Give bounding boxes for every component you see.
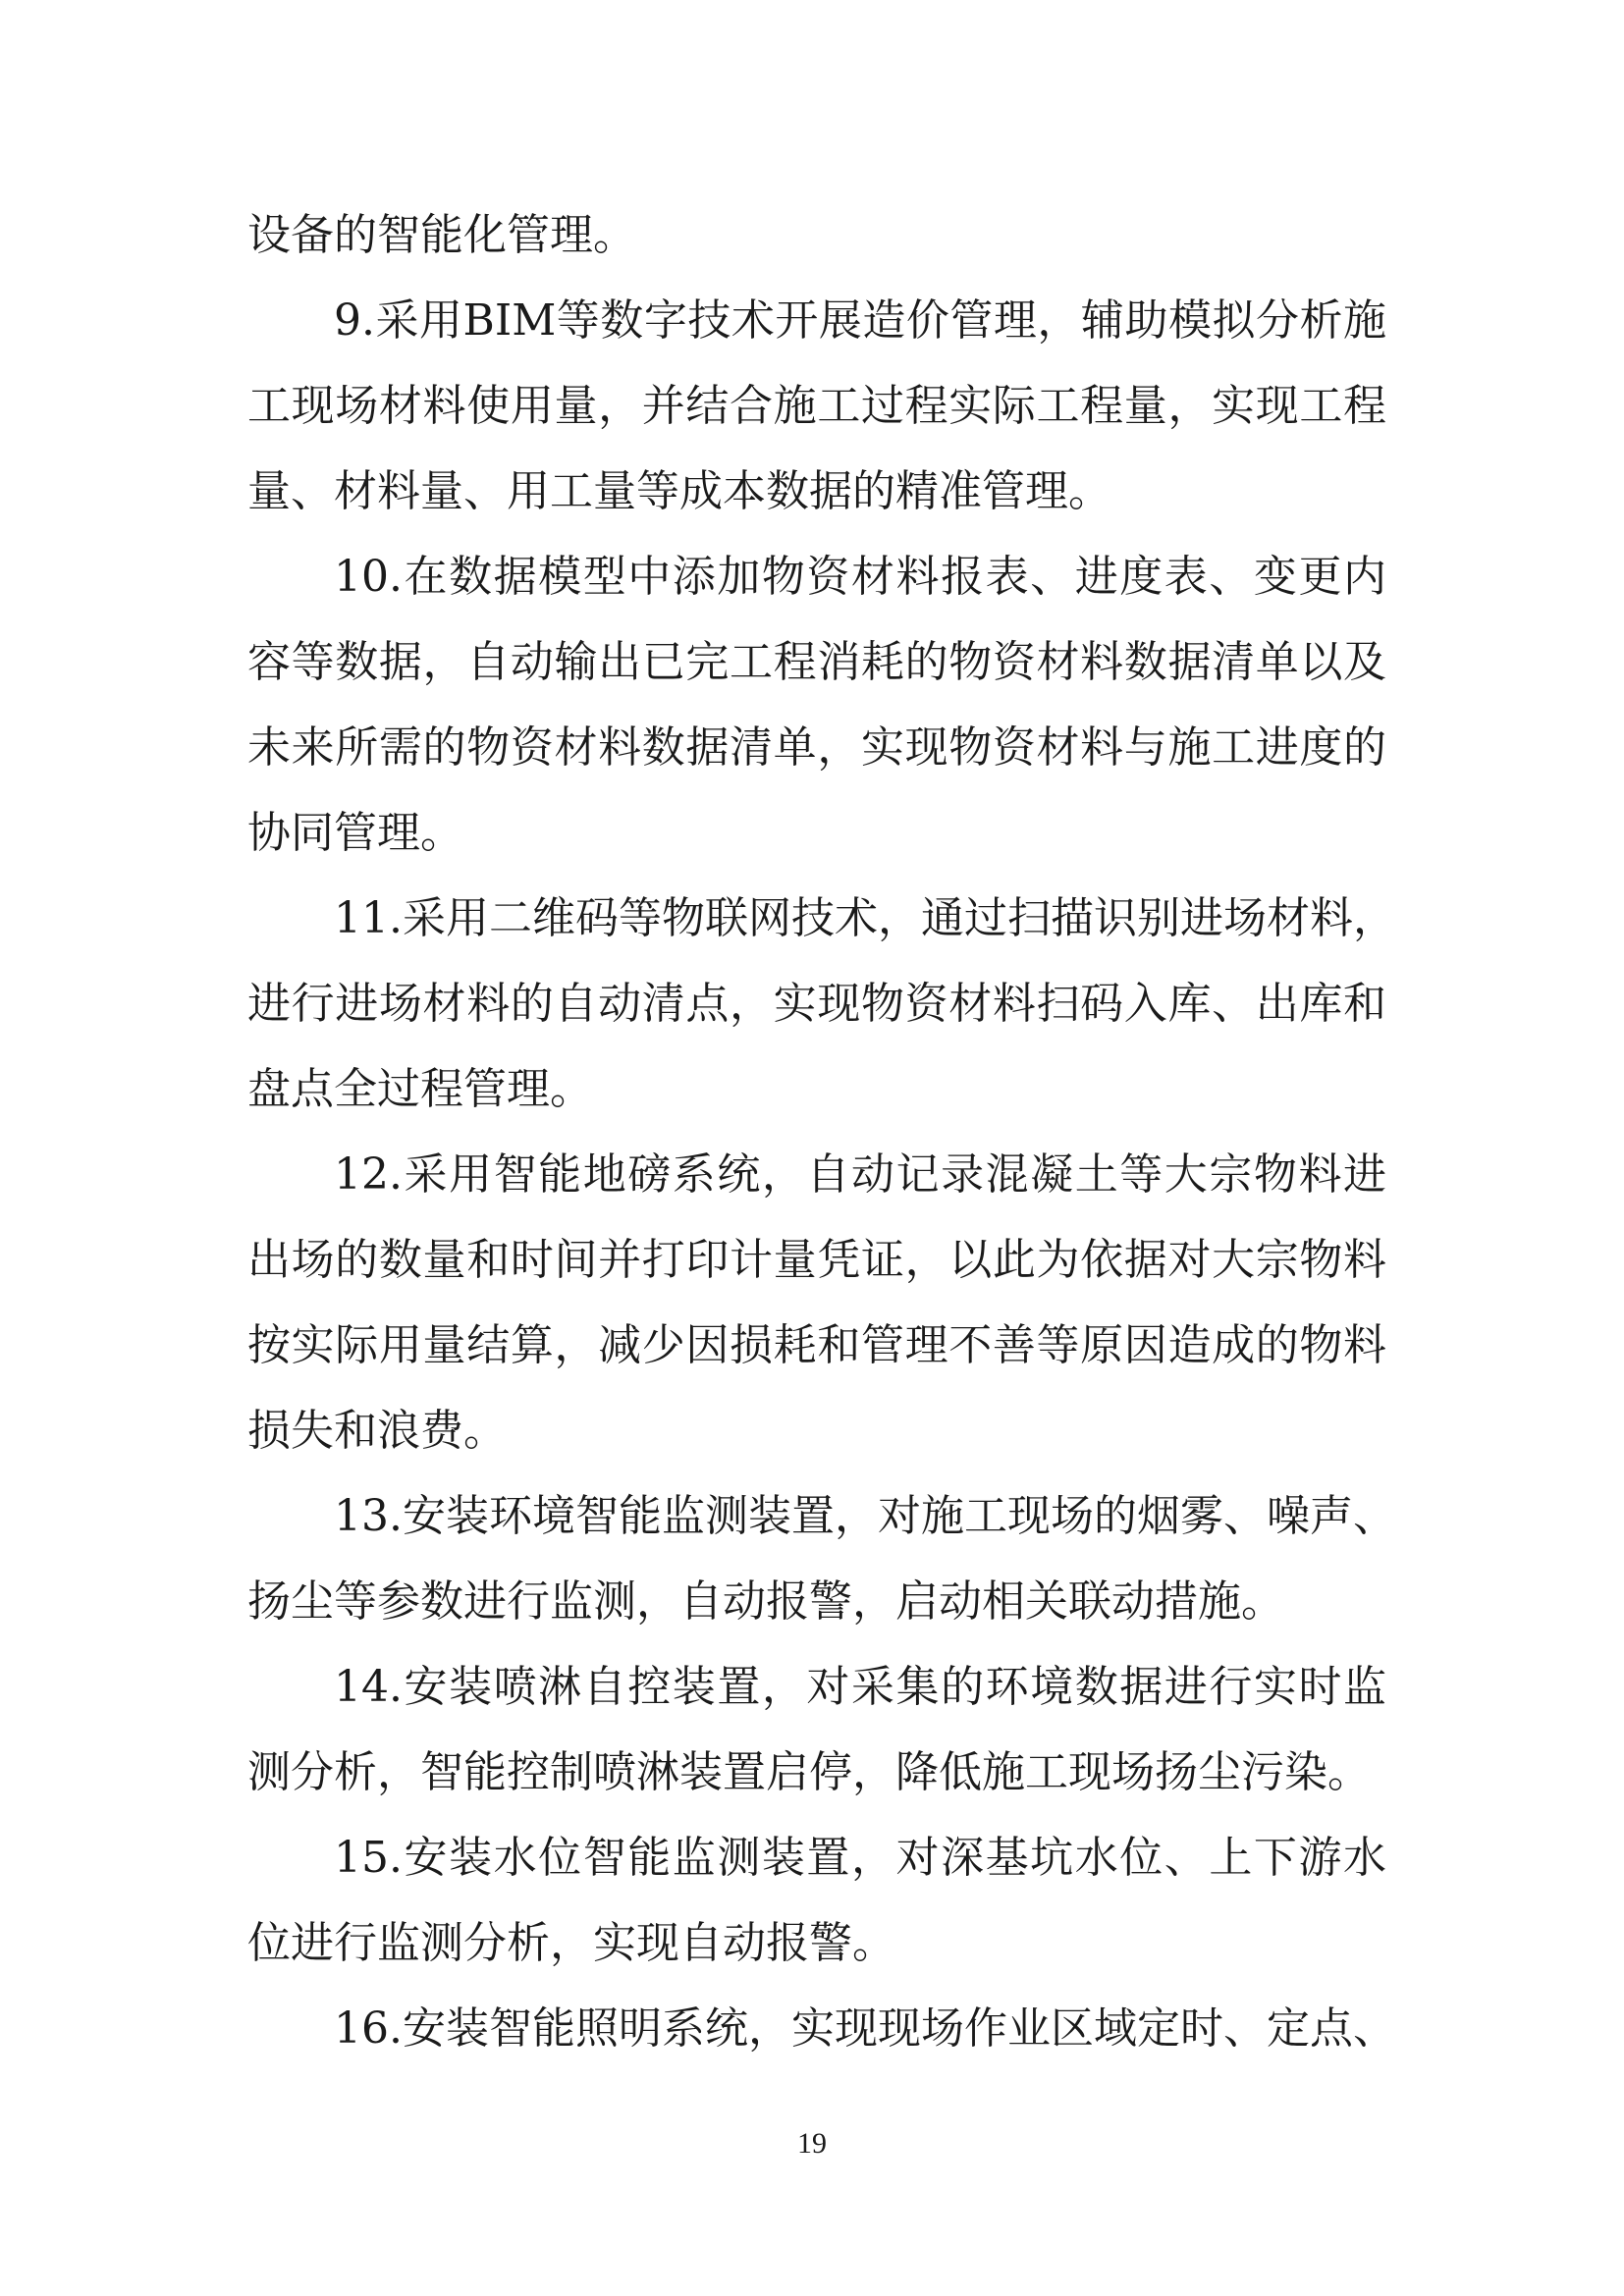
text-line: 盘点全过程管理。: [247, 1064, 593, 1114]
text-line: 量、材料量、用工量等成本数据的精准管理。: [247, 466, 1111, 516]
text-line: 扬尘等参数进行监测，自动报警，启动相关联动措施。: [247, 1576, 1284, 1627]
page-number: 19: [797, 2127, 827, 2160]
text-line: 容等数据，自动输出已完工程消耗的物资材料数据清单以及: [247, 637, 1386, 687]
text-line: 9.采用BIM等数字技术开展造价管理，辅助模拟分析施: [334, 295, 1386, 346]
text-line: 未来所需的物资材料数据清单，实现物资材料与施工进度的: [247, 722, 1386, 773]
text-line: 出场的数量和时间并打印计量凭证，以此为依据对大宗物料: [247, 1235, 1386, 1285]
text-line: 13.安装环境智能监测装置，对施工现场的烟雾、噪声、: [334, 1491, 1396, 1541]
text-line: 进行进场材料的自动清点，实现物资材料扫码入库、出库和: [247, 979, 1386, 1029]
text-line: 11.采用二维码等物联网技术，通过扫描识别进场材料，: [334, 893, 1396, 943]
text-line: 12.采用智能地磅系统，自动记录混凝土等大宗物料进: [334, 1149, 1386, 1200]
text-line: 测分析，智能控制喷淋装置启停，降低施工现场扬尘污染。: [247, 1747, 1371, 1797]
text-line: 工现场材料使用量，并结合施工过程实际工程量，实现工程: [247, 381, 1386, 431]
text-line: 位进行监测分析，实现自动报警。: [247, 1918, 895, 1968]
text-line: 损失和浪费。: [247, 1406, 507, 1456]
text-line: 16.安装智能照明系统，实现现场作业区域定时、定点、: [334, 2003, 1396, 2054]
text-line: 15.安装水位智能监测装置，对深基坑水位、上下游水: [334, 1833, 1386, 1883]
text-line: 设备的智能化管理。: [247, 210, 636, 260]
text-line: 10.在数据模型中添加物资材料报表、进度表、变更内: [334, 552, 1386, 602]
text-line: 协同管理。: [247, 808, 463, 858]
text-line: 按实际用量结算，减少因损耗和管理不善等原因造成的物料: [247, 1320, 1386, 1370]
text-line: 14.安装喷淋自控装置，对采集的环境数据进行实时监: [334, 1662, 1386, 1712]
